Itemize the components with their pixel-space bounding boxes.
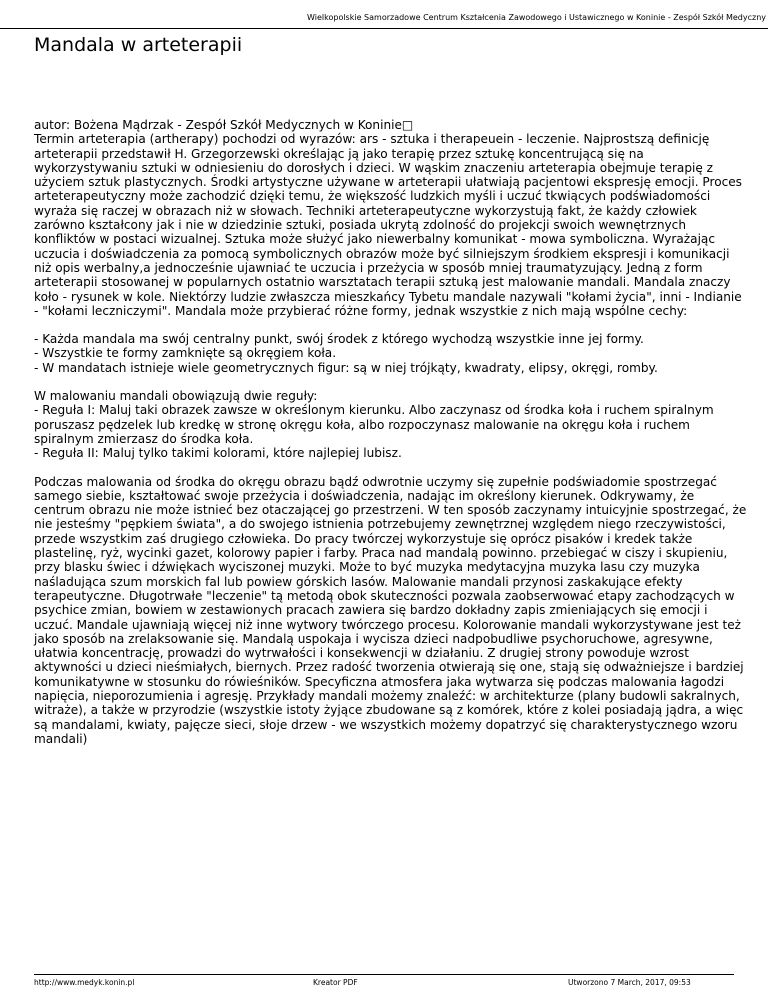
page-title: Mandala w arteterapii [34, 34, 243, 56]
article-conclusion: Podczas malowania od środka do okręgu obrazu bądź odwrotnie uczymy się zupełnie podświadomie spostrzegać samego siebie, kształtować swoje przeżycia i doświadczenia, nadając im określony kierunek. Odkrywamy, że centrum obrazu nie może istnieć bez otaczającej go przestrzeni. W ten sposób zaczynamy intuicyjnie spostrzegać, że nie jesteśmy "pępkiem świata", a do swojego istnienia potrzebujemy zewnętrznej względem niego rzeczywistości, przede wszystkim zaś drugiego człowieka. Do pracy twórczej wykorzystuje się oprócz pisaków i kredek także plastelinę, ryż, wycinki gazet, kolorowy papier i farby. Praca nad mandalą powinno. przebiegać w ciszy i skupieniu, przy blasku świec i dźwiękach wyciszonej muzyki. Może to być muzyka medytacyjna muzyka lasu czy muzyka naśladująca szum morskich fal lub powiew górskich lasów. Malowanie mandali przynosi zaskakujące efekty terapeutyczne. Długotrwałe "leczenie" tą metodą obok skuteczności pozwala zaobserwować etapy zachodzących w psychice zmian, bowiem w zestawionych pracach zawiera się bardzo dokładny zapis zmieniających się emocji i uczuć. Mandale ujawniają więcej niż inne wytwory twórczego procesu. Kolorowanie mandali wykorzystywane jest też jako sposób na zrelaksowanie się. Mandalą uspokaja i wycisza dzieci nadpobudliwe psychoruchowe, agresywne, ułatwia koncentrację, prowadzi do wytrwałości i konsekwencji w działaniu. Z drugiej strony powoduje wzrost aktywności u dzieci nieśmiałych, biernych. Przez radość tworzenia otwierają się one, stają się odważniejsze i bardziej komunikatywne w stosunku do rówieśników. Specyficzna atmosfera jaka wytwarza się podczas malowania łagodzi napięcia, nieporozumienia i agresję. Przykłady mandali możemy znaleźć: w architekturze (plany budowli sakralnych, witraże), a także w przyrodzie (wszystkie istoty żyjące zbudowane są z komórek, które z kolei posiadają jądra, a więc są mandalami, kwiaty, pajęcze sieci, słoje drzew - we wszystkich możemy dopatrzyć się charakterystycznego wzoru mandali) [34, 474, 747, 746]
footer-divider [34, 974, 734, 975]
paragraph-gap [34, 318, 748, 332]
painting-rules: W malowaniu mandali obowiązują dwie reguły: - Reguła I: Maluj taki obrazek zawsze w określonym kierunku. Albo zaczynasz od środka koła i ruchem spiralnym poruszasz pędzelek lub kredkę w stronę okręgu koła, albo rozpoczynasz malowanie na okręgu koła i ruchem spiralnym zmierzasz do środka koła. - Reguła II: Maluj tylko takimi kolorami, które najlepiej lubisz. [34, 389, 714, 461]
footer-creator: Kreator PDF [313, 978, 358, 987]
article-intro: autor: Bożena Mądrzak - Zespół Szkół Medycznych w Koninie□ Termin arteterapia (artherapy) pochodzi od wyrazów: ars - sztuka i therapeuein - leczenie. Najprostszą definicję arteterapii przedstawił H. Grzegorzewski określając ją jako terapię przez sztukę koncentrującą się na wykorzystywaniu sztuki w odniesieniu do dorosłych i dzieci. W wąskim znaczeniu arteterapia obejmuje terapię z użyciem sztuk plastycznych. Środki artystyczne używane w arteterapii ułatwiają pacjentowi ekspresję emocji. Proces arteterapeutyczny może zachodzić dzięki temu, że większość ludzkich myśli i uczuć tkwiących podświadomości wyraża się raczej w obrazach niż w słowach. Techniki arteterapeutyczne wykorzystują fakt, że każdy człowiek zarówno kształcony jak i nie w dziedzinie sztuki, posiada ukrytą zdolność do projekcji swoich wewnętrznych konfliktów w postaci wizualnej. Sztuka może służyć jako niewerbalny komunikat - mowa symboliczna. Wyrażając uczucia i doświadczenia za pomocą symbolicznych obrazów może być silniejszym środkiem ekspresji i komunikacji niż opis werbalny,a jednocześnie ujawniać te uczucia i przeżycia w sposób mniej traumatyzujący. Jedną z form arteterapii stosowanej w popularnych ostatnio warsztatach terapii sztuką jest malowanie mandali. Mandala znaczy koło - rysunek w kole. Niektórzy ludzie zwłaszcza mieszkańcy Tybetu mandale nazywali "kołami życia", inni - Indianie - "kołami leczniczymi". Mandala może przybierać różne formy, jednak wszystkie z nich mają wspólne cechy: [34, 118, 742, 318]
mandala-features-list: - Każda mandala ma swój centralny punkt, swój środek z którego wychodzą wszystkie inne jej formy. - Wszystkie te formy zamknięte są okręgiem koła. - W mandatach istnieje wiele geometrycznych figur: są w niej trójkąty, kwadraty, elipsy, okręgi, romby. [34, 332, 658, 375]
page-header [0, 0, 768, 29]
footer-url: http://www.medyk.konin.pl [34, 978, 135, 987]
header-text: Wielkopolskie Samorzadowe Centrum Kształcenia Zawodowego i Ustawicznego w Koninie - Zespół Szkół Medyczny [307, 13, 766, 22]
article-body [34, 118, 748, 746]
paragraph-gap [34, 375, 748, 389]
paragraph-gap [34, 461, 748, 475]
footer-date: Utworzono 7 March, 2017, 09:53 [568, 978, 691, 987]
